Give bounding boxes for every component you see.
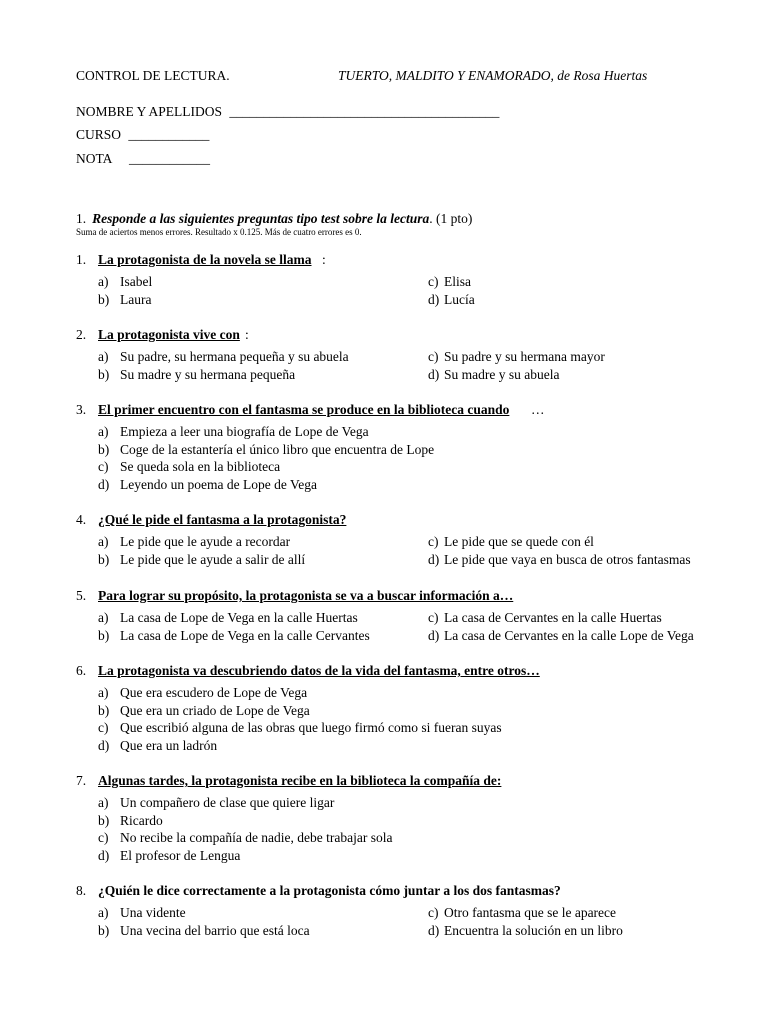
option-b[interactable] [76,922,406,940]
option-b[interactable] [76,441,736,459]
option-letter: d) [428,552,440,567]
option-d[interactable] [406,551,736,569]
option-text: Isabel [120,274,153,289]
question-text: Para lograr su propósito, la protagonista se va a buscar información a… [98,588,514,603]
option-a[interactable] [76,794,736,812]
option-letter: b) [98,628,110,643]
option-a[interactable] [76,533,406,551]
section-note: Suma de aciertos menos errores. Resultado x 0.125. Más de cuatro errores es 0. [76,227,362,237]
question-number: 7. [76,773,87,788]
option-b[interactable] [76,551,406,569]
option-letter: c) [428,610,439,625]
option-letter: b) [98,367,110,382]
option-letter: c) [98,720,109,736]
option-a[interactable] [76,684,736,702]
option-letter: a) [98,424,109,439]
question-7 [76,772,736,865]
option-letter: a) [98,610,109,625]
option-letter: a) [98,795,109,810]
question-number: 2. [76,327,87,342]
option-letter: b) [98,292,110,307]
question-text: El primer encuentro con el fantasma se produce en la biblioteca cuando [98,402,510,417]
question-number: 5. [76,588,87,603]
option-text: Encuentra la solución en un libro [444,923,623,938]
option-letter: c) [428,905,439,920]
question-number: 6. [76,663,87,678]
question-5 [76,587,736,645]
option-d[interactable] [76,847,736,865]
option-text: Un compañero de clase que quiere ligar [120,795,335,810]
option-letter: a) [98,685,109,700]
option-d[interactable] [406,366,736,384]
option-d[interactable] [406,627,736,645]
option-letter: d) [98,477,110,493]
section-heading [76,210,472,228]
option-text: Leyendo un poema de Lope de Vega [120,477,317,493]
option-text: Su padre, su hermana pequeña y su abuela [120,349,349,364]
question-4 [76,511,736,569]
option-a[interactable] [76,609,406,627]
question-3 [76,401,736,494]
option-letter: d) [428,923,440,938]
book-title: TUERTO, MALDITO Y ENAMORADO, de Rosa Huertas [338,68,648,83]
option-c[interactable] [406,273,736,291]
grade-blank: ____________ [129,151,211,166]
question-number: 3. [76,402,87,417]
section-score: . (1 pto) [429,211,473,226]
question-tail: : [245,327,249,342]
option-letter: b) [98,702,110,718]
option-text: Que era escudero de Lope de Vega [120,685,308,700]
option-letter: b) [98,441,110,457]
course-blank: ____________ [128,127,210,142]
option-b[interactable] [76,702,736,720]
option-text: Su madre y su hermana pequeña [120,367,296,382]
option-letter: a) [98,349,109,364]
option-c[interactable] [406,533,736,551]
option-text: Le pide que vaya en busca de otros fantasmas [444,552,691,567]
question-tail: : [322,252,326,267]
option-a[interactable] [76,423,736,441]
question-number: 8. [76,883,87,898]
header-title: CONTROL DE LECTURA. [76,68,230,83]
course-field [76,126,209,144]
option-c[interactable] [406,609,736,627]
option-letter: b) [98,923,110,938]
option-letter: c) [428,274,439,289]
option-letter: a) [98,534,109,549]
question-2 [76,326,736,384]
option-letter: b) [98,552,110,567]
option-c[interactable] [406,904,736,922]
question-text: La protagonista va descubriendo datos de la vida del fantasma, entre otros… [98,663,540,678]
option-text: Su madre y su abuela [444,367,560,382]
grade-label: NOTA [76,151,112,166]
option-text: La casa de Lope de Vega en la calle Huertas [120,610,358,625]
option-text: Le pide que le ayude a salir de allí [120,552,306,567]
grade-field [76,150,210,168]
option-text: Lucía [444,292,475,307]
option-d[interactable] [406,291,736,309]
option-letter: c) [98,459,109,475]
option-letter: d) [428,628,440,643]
option-d[interactable] [76,737,736,755]
question-6 [76,662,736,755]
option-text: Le pide que le ayude a recordar [120,534,291,549]
option-letter: d) [98,738,110,754]
option-c[interactable] [76,829,736,847]
option-letter: d) [428,292,440,307]
option-text: Su padre y su hermana mayor [444,349,605,364]
option-text: Empieza a leer una biografía de Lope de Vega [120,424,369,439]
option-d[interactable] [76,476,736,494]
name-label: NOMBRE Y APELLIDOS [76,104,223,119]
option-letter: b) [98,812,110,828]
option-a[interactable] [76,348,406,366]
option-letter: a) [98,274,109,289]
option-text: El profesor de Lengua [120,848,241,864]
question-8 [76,882,736,940]
option-text: No recibe la compañía de nadie, debe trabajar sola [120,830,393,846]
option-letter: c) [98,830,109,846]
option-text: La casa de Lope de Vega en la calle Cervantes [120,628,370,643]
question-text: ¿Qué le pide el fantasma a la protagonista? [98,512,347,527]
option-b[interactable] [76,291,406,309]
question-text: Algunas tardes, la protagonista recibe en la biblioteca la compañía de: [98,773,502,788]
option-text: Coge de la estantería el único libro que encuentra de Lope [120,441,435,457]
option-c[interactable] [76,458,736,476]
option-b[interactable] [76,366,406,384]
option-text: Que escribió alguna de las obras que luego firmó como si fueran suyas [120,720,502,736]
option-text: Que era un ladrón [120,738,218,754]
option-a[interactable] [76,904,406,922]
option-text: Se queda sola en la biblioteca [120,459,281,475]
question-number: 1. [76,252,87,267]
option-text: La casa de Cervantes en la calle Huertas [444,610,662,625]
name-field [76,103,499,121]
course-label: CURSO [76,127,122,142]
name-blank: ________________________________________ [229,104,500,119]
option-text: La casa de Cervantes en la calle Lope de Vega [444,628,694,643]
option-letter: a) [98,905,109,920]
option-letter: c) [428,534,439,549]
question-text: La protagonista vive con [98,327,240,342]
option-b[interactable] [76,812,736,830]
option-d[interactable] [406,922,736,940]
option-text: Otro fantasma que se le aparece [444,905,617,920]
option-text: Elisa [444,274,471,289]
question-1 [76,251,736,309]
option-c[interactable] [76,719,736,737]
option-text: Le pide que se quede con él [444,534,594,549]
section-number: 1. [76,211,87,226]
option-text: Una vidente [120,905,186,920]
option-text: Una vecina del barrio que está loca [120,923,310,938]
option-letter: d) [428,367,440,382]
option-text: Laura [120,292,152,307]
question-text: ¿Quién le dice correctamente a la protagonista cómo juntar a los dos fantasmas? [98,883,561,898]
question-text: La protagonista de la novela se llama [98,252,312,267]
option-c[interactable] [406,348,736,366]
option-letter: c) [428,349,439,364]
option-a[interactable] [76,273,406,291]
option-b[interactable] [76,627,406,645]
option-text: Que era un criado de Lope de Vega [120,702,310,718]
option-letter: d) [98,848,110,864]
question-number: 4. [76,512,87,527]
option-text: Ricardo [120,812,163,828]
section-instruction: Responde a las siguientes preguntas tipo test sobre la lectura [92,211,430,226]
question-tail: … [531,402,545,417]
